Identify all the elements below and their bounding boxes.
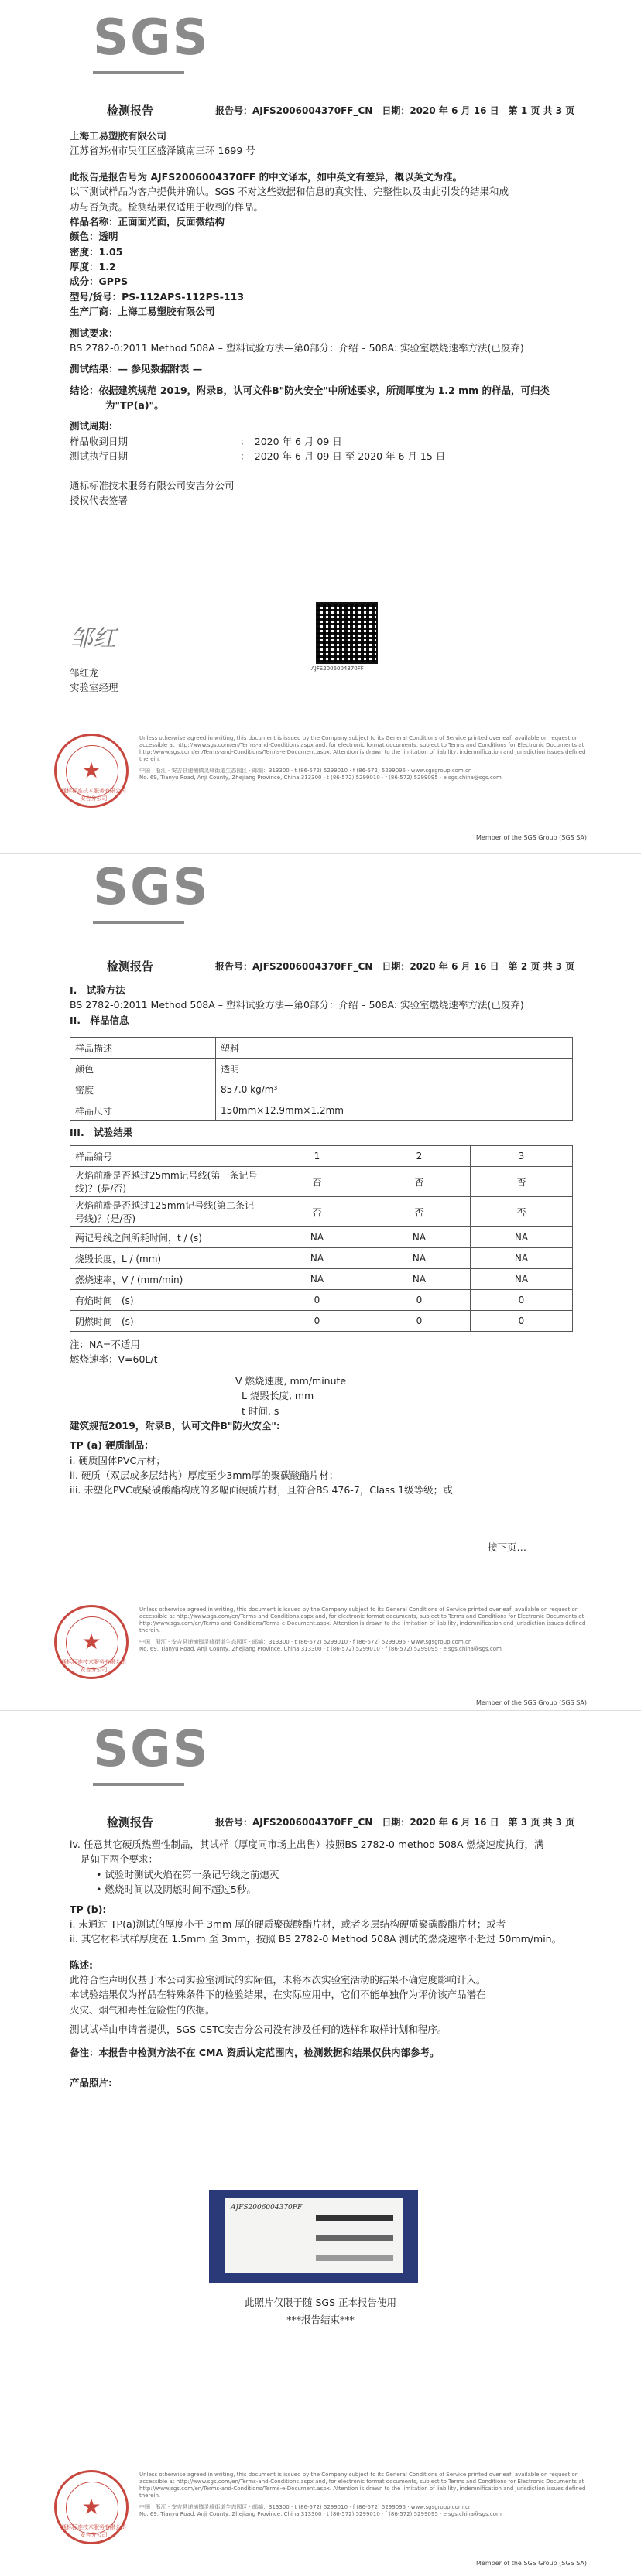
results-table <box>70 1145 573 1332</box>
company-seal-icon: ★ 通标标准技术服务有限公司安吉分公司 <box>54 734 129 808</box>
conclusion-line2: 为"TP(a)"。 <box>105 399 164 411</box>
remark-2: 本试验结果仅为样品在特殊条件下的检验结果，在实际应用中，它们不能单独作为评价该产品潜在 <box>70 1989 486 2001</box>
method-label: 测试要求： <box>70 327 118 339</box>
testing-label: 测试执行日期 <box>70 450 129 463</box>
qr-code-icon <box>316 602 378 664</box>
table-row: 火焰前端是否越过25mm记号线(第一条记号线)？(是/否) 否 否 否 <box>70 1167 573 1197</box>
intro-disclaimer-cont: 功与否负责。检测结果仅适用于收到的样品。 <box>70 200 264 213</box>
testing-date: ： 2020 年 6 月 09 日 至 2020 年 6 月 15 日 <box>240 450 446 463</box>
authorized-signatory: 授权代表签署 <box>70 494 129 506</box>
table-row: 样品描述 塑料 <box>70 1038 573 1059</box>
sample-strip <box>316 2255 393 2261</box>
report-page-1 <box>0 0 641 851</box>
sample-color: 颜色：透明 <box>70 231 118 243</box>
tp-b-item-ii: ii. 其它材料试样厚度在 1.5mm 至 3mm，按照 BS 2782-0 Method 508A 测试的燃烧速率不超过 50mm/min。 <box>70 1933 562 1945</box>
regulation-title: 建筑规范2019，附录B，认可文件B"防火安全": <box>70 1419 280 1432</box>
footer-address-cn: 中国 · 浙江 · 安吉县递铺镇灵峰街道生态园区 · 邮编：313300 · t (86-572) 5299010 · f (86-572) 5299095 · www.sgsgroup.com.cn <box>139 2504 472 2511</box>
footer-disclaimer: Unless otherwise agreed in writing, this document is issued by the Company subject to its General Conditions of Service printed overleaf, available on request or accessible at http://www.sgs.com/en/Terms-and-Conditions.aspx and, for electronic format documents, subject to Terms and Conditions for Electronic Documents at http://www.sgs.com/en/Terms-and-Conditions/Terms-e-Document.aspx. Attention is drawn to the limitation of liability, indemnification and jurisdiction issues defined therein. <box>139 2472 586 2499</box>
client-name: 上海工易塑胶有限公司 <box>70 130 167 142</box>
report-title: 检测报告 <box>107 960 154 973</box>
table-row: 燃烧速率，V / (mm/min) NA NA NA <box>70 1269 573 1290</box>
burn-rate-formula: 燃烧速率：V=60L/t <box>70 1353 158 1366</box>
table-row: 有焰时间 (s) 0 0 0 <box>70 1290 573 1311</box>
table-row: 样品尺寸 150mm×12.9mm×1.2mm <box>70 1100 573 1121</box>
page-divider <box>0 1710 641 1711</box>
sgs-logo: SGS <box>93 859 210 916</box>
footer-disclaimer: Unless otherwise agreed in writing, this document is issued by the Company subject to its General Conditions of Service printed overleaf, available on request or accessible at http://www.sgs.com/en/Terms-and-Conditions.aspx and, for electronic format documents, subject to Terms and Conditions for Electronic Documents at http://www.sgs.com/en/Terms-and-Conditions/Terms-e-Document.aspx. Attention is drawn to the limitation of liability, indemnification and jurisdiction issues defined therein. <box>139 735 586 763</box>
intro-disclaimer: 以下测试样品为客户提供并确认。SGS 不对这些数据和信息的真实性、完整性以及由此引发的结果和成 <box>70 186 509 198</box>
company-name: 通标标准技术服务有限公司安吉分公司 <box>70 479 235 491</box>
list-item: • 试验时测试火焰在第一条记号线之前熄灭 <box>96 1868 279 1880</box>
footer-address-cn: 中国 · 浙江 · 安吉县递铺镇灵峰街道生态园区 · 邮编：313300 · t (86-572) 5299010 · f (86-572) 5299095 · www.sgsgroup.com.cn <box>139 768 472 775</box>
result-label: 测试结果：— 参见数据附表 — <box>70 363 203 375</box>
report-meta: 报告号：AJFS2006004370FF_CN 日期：2020 年 6 月 16 日 第 3 页 共 3 页 <box>215 1817 575 1828</box>
t-definition: t 时间, s <box>242 1404 279 1417</box>
table-note: 注：NA=不适用 <box>70 1339 140 1350</box>
logo-underline <box>93 1783 184 1786</box>
report-title: 检测报告 <box>107 1815 154 1829</box>
tp-a-item-iv-cont: 足如下两个要求： <box>81 1853 159 1866</box>
product-photo <box>209 2190 418 2283</box>
sample-info-table <box>70 1037 573 1121</box>
intro-translation: 此报告是报告号为 AJFS2006004370FF 的中文译本，如中英文有差异，概以英文为准。 <box>70 170 463 183</box>
section-method-text: BS 2782-0:2011 Method 508A – 塑料试验方法—第0部分：介绍 – 508A: 实验室燃烧速率方法(已废弃) <box>70 999 524 1011</box>
table-row: 颜色 透明 <box>70 1059 573 1079</box>
footer-address-en: No. 69, Tianyu Road, Anji County, Zhejiang Province, China 313300 · t (86-572) 5299010 · f (86-572) 5299095 · e sgs.china@sgs.com <box>139 2511 502 2518</box>
remarks-title: 陈述: <box>70 1959 93 1971</box>
tp-a-item-iv: iv. 任意其它硬质热塑性制品，其试样（厚度同市场上出售）按照BS 2782-0 method 508A 燃烧速度执行，满 <box>70 1839 544 1850</box>
list-item: • 燃烧时间以及阴燃时间不超过5秒。 <box>96 1883 256 1896</box>
footer-address-cn: 中国 · 浙江 · 安吉县递铺镇灵峰街道生态园区 · 邮编：313300 · t (86-572) 5299010 · f (86-572) 5299095 · www.sgsgroup.com.cn <box>139 1639 472 1646</box>
report-header <box>107 1814 602 1830</box>
tp-a-item-iii: iii. 未塑化PVC或聚碳酸酯构成的多幅面硬质片材，且符合BS 476-7，Class 1级等级；或 <box>70 1484 453 1497</box>
section-method-title: I. 试验方法 <box>70 984 125 996</box>
period-label: 测试周期： <box>70 420 118 433</box>
remark-4: 测试试样由申请者提供，SGS-CSTC安吉分公司没有涉及任何的选样和取样计划和程序。 <box>70 2024 447 2036</box>
table-row: 烧毁长度，L / (mm) NA NA NA <box>70 1248 573 1269</box>
report-title: 检测报告 <box>107 104 154 118</box>
footer-address-en: No. 69, Tianyu Road, Anji County, Zhejiang Province, China 313300 · t (86-572) 5299010 · f (86-572) 5299095 · e sgs.china@sgs.com <box>139 1646 502 1653</box>
sample-strip <box>316 2215 393 2221</box>
sample-model: 型号/货号：PS-112APS-112PS-113 <box>70 290 245 303</box>
sgs-logo: SGS <box>93 9 210 67</box>
remark-3: 火灾、烟气和毒性危险性的依据。 <box>70 2003 215 2016</box>
table-row: 两记号线之间所耗时间，t / (s) NA NA NA <box>70 1227 573 1248</box>
table-row: 火焰前端是否越过125mm记号线(第二条记号线)？(是/否) 否 否 否 <box>70 1197 573 1227</box>
sample-thickness: 厚度：1.2 <box>70 261 116 272</box>
logo-underline <box>93 71 184 74</box>
received-date: ： 2020 年 6 月 09 日 <box>240 435 342 447</box>
testing-row <box>70 449 581 464</box>
company-seal-icon: ★ 通标标准技术服务有限公司安吉分公司 <box>54 2470 129 2544</box>
tp-a-item-i: i. 硬质固体PVC片材； <box>70 1454 166 1466</box>
tp-b-item-i: i. 未通过 TP(a)测试的厚度小于 3mm 厚的硬质聚碳酸酯片材，或者多层结构硬质聚碳酸酯片材；或者 <box>70 1917 506 1930</box>
qr-caption: AJFS2006004370FF <box>311 665 364 672</box>
received-row <box>70 434 581 449</box>
photo-caption: 此照片仅限于随 SGS 正本报告使用 <box>244 2297 396 2308</box>
report-header <box>107 102 602 118</box>
continued-note: 接下页… <box>488 1541 527 1553</box>
v-definition: V 燃烧速度, mm/minute <box>235 1374 347 1387</box>
remark-1: 此符合性声明仅基于本公司实验室测试的实际值，未将本次实验室活动的结果不确定度影响计入。 <box>70 1974 486 1986</box>
l-definition: L 烧毁长度, mm <box>242 1390 314 1402</box>
sample-composition: 成分：GPPS <box>70 275 129 288</box>
tp-a-item-ii: ii. 硬质（双层或多层结构）厚度至少3mm厚的聚碳酸酯片材； <box>70 1469 339 1481</box>
sample-strip <box>316 2235 393 2241</box>
report-page-2 <box>0 856 641 1707</box>
section-results-title: III. 试验结果 <box>70 1127 133 1138</box>
table-header-row: 样品编号 1 2 3 <box>70 1146 573 1167</box>
sample-manufacturer: 生产厂商：上海工易塑胶有限公司 <box>70 306 215 318</box>
table-row: 密度 857.0 kg/m³ <box>70 1079 573 1100</box>
signer-position: 实验室经理 <box>70 682 118 694</box>
report-meta: 报告号：AJFS2006004370FF_CN 日期：2020 年 6 月 16 日 第 2 页 共 3 页 <box>215 961 575 972</box>
company-seal-icon: ★ 通标标准技术服务有限公司安吉分公司 <box>54 1605 129 1679</box>
photo-title: 产品照片: <box>70 2076 112 2089</box>
sgs-member: Member of the SGS Group (SGS SA) <box>476 834 588 841</box>
method-text: BS 2782-0:2011 Method 508A – 塑料试验方法—第0部分：介绍 – 508A: 实验室燃烧速率方法(已废弃) <box>70 341 524 354</box>
sample-name: 样品名称：正面面光面，反面微结构 <box>70 215 225 227</box>
sgs-member: Member of the SGS Group (SGS SA) <box>476 1699 588 1706</box>
signature: 邹红 <box>70 625 116 652</box>
sample-density: 密度：1.05 <box>70 245 123 258</box>
remark-5: 备注：本报告中检测方法不在 CMA 资质认定范围内，检测数据和结果仅供内部参考。 <box>70 2046 440 2058</box>
client-address: 江苏省苏州市吴江区盛泽镇南三环 1699 号 <box>70 145 255 157</box>
tp-b-title: TP (b): <box>70 1903 107 1915</box>
report-end: ***报告结束*** <box>286 2314 355 2325</box>
logo-underline <box>93 921 184 924</box>
sgs-member: Member of the SGS Group (SGS SA) <box>476 2560 588 2567</box>
signer-name: 邹红龙 <box>70 667 99 679</box>
footer-disclaimer: Unless otherwise agreed in writing, this document is issued by the Company subject to its General Conditions of Service printed overleaf, available on request or accessible at http://www.sgs.com/en/Terms-and-Conditions.aspx and, for electronic format documents, subject to Terms and Conditions for Electronic Documents at http://www.sgs.com/en/Terms-and-Conditions/Terms-e-Document.aspx. Attention is drawn to the limitation of liability, indemnification and jurisdiction issues defined therein. <box>139 1606 586 1634</box>
table-row: 阴燃时间 (s) 0 0 0 <box>70 1311 573 1332</box>
sample-card <box>225 2198 403 2273</box>
photo-label: AJFS2006004370FF <box>231 2204 303 2212</box>
tp-a-title: TP (a) 硬质制品： <box>70 1439 154 1452</box>
report-header <box>107 958 602 974</box>
page-divider <box>0 853 641 854</box>
received-label: 样品收到日期 <box>70 435 129 447</box>
conclusion-line1: 结论：依据建筑规范 2019，附录B，认可文件B"防火安全"中所述要求，所测厚度为 1.2 mm 的样品，可归类 <box>70 384 550 396</box>
footer-address-en: No. 69, Tianyu Road, Anji County, Zhejiang Province, China 313300 · t (86-572) 5299010 · f (86-572) 5299095 · e sgs.china@sgs.com <box>139 775 502 782</box>
report-page-3 <box>0 1713 641 2576</box>
sgs-logo: SGS <box>93 1721 210 1778</box>
section-sample-title: II. 样品信息 <box>70 1014 129 1026</box>
report-meta: 报告号：AJFS2006004370FF_CN 日期：2020 年 6 月 16 日 第 1 页 共 3 页 <box>215 105 575 116</box>
